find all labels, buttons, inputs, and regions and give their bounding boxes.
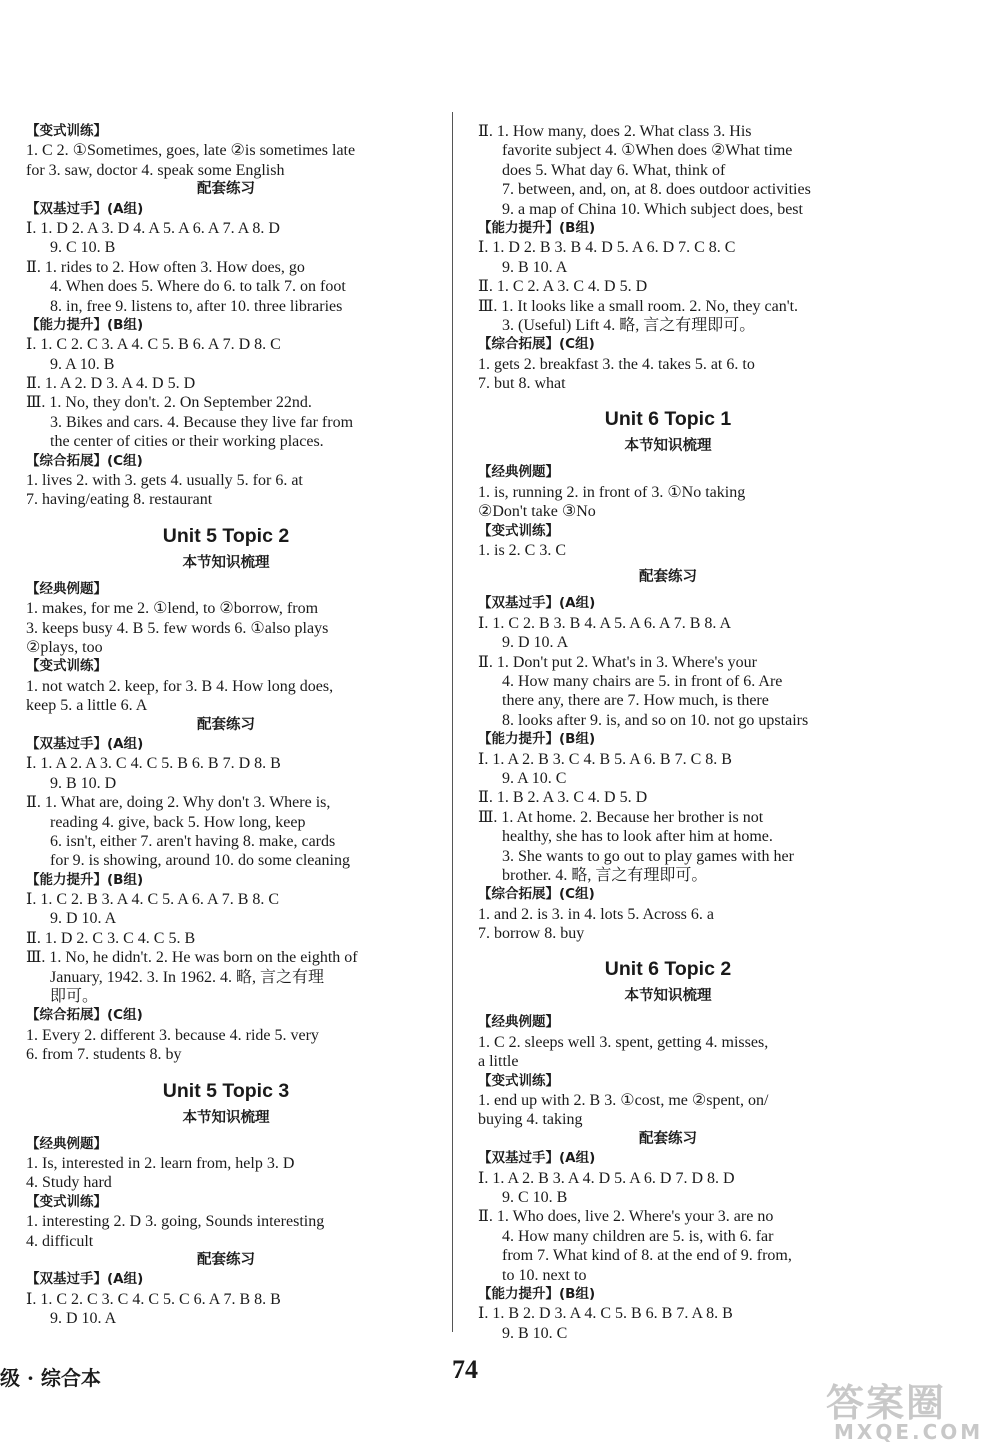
answer-line-indented: 9. D 10. A <box>502 634 569 652</box>
section-label: 【综合拓展】(C组) <box>26 1007 143 1024</box>
answer-line: buying 4. taking <box>478 1111 583 1129</box>
answer-line-indented: 9. D 10. A <box>50 910 117 928</box>
answer-line: 4. difficult <box>26 1232 94 1250</box>
unit-title: Unit 5 Topic 3 <box>162 1079 290 1102</box>
section-label: 【双基过手】(A组) <box>478 595 596 612</box>
answer-line: 1. end up with 2. B 3. ①cost, me ②spent, on/ <box>478 1092 769 1110</box>
section-label: 【综合拓展】(C组) <box>26 452 143 469</box>
answer-line: Ⅱ. 1. How many, does 2. What class 3. His <box>478 123 752 140</box>
answer-line: 3. keeps busy 4. B 5. few words 6. ①also plays <box>26 619 329 637</box>
section-label: 【综合拓展】(C组) <box>478 886 595 903</box>
section-label: 【经典例题】 <box>26 580 107 597</box>
section-label: 【能力提升】(B组) <box>478 731 596 748</box>
answer-line-indented: 9. A 10. C <box>502 769 567 787</box>
answer-line-indented: from 7. What kind of 8. at the end of 9. from, <box>502 1247 792 1265</box>
answer-line-indented: 3. (Useful) Lift 4. 略, 言之有理即可。 <box>502 316 756 334</box>
answer-line: Ⅰ. 1. C 2. C 3. C 4. C 5. C 6. A 7. B 8. B <box>26 1290 281 1308</box>
answer-line: 1. C 2. ①Sometimes, goes, late ②is sometimes late <box>26 142 356 160</box>
answer-line-indented: there any, there are 7. How much, is there <box>502 692 769 710</box>
subsection-title: 配套练习 <box>197 1251 255 1268</box>
column-divider <box>452 112 453 1332</box>
section-label: 【变式训练】 <box>478 1072 559 1089</box>
answer-line-indented: does 5. What day 6. What, think of <box>502 161 726 179</box>
answer-line-indented: favorite subject 4. ①When does ②What time <box>502 142 793 160</box>
section-label: 【经典例题】 <box>478 464 559 481</box>
answer-line: 6. from 7. students 8. by <box>26 1046 182 1064</box>
answer-line: 1. makes, for me 2. ①lend, to ②borrow, from <box>26 600 319 618</box>
answer-line: Ⅲ. 1. No, he didn't. 2. He was born on the eighth of <box>26 949 358 967</box>
answer-line: Ⅱ. 1. What are, doing 2. Why don't 3. Where is, <box>26 794 331 812</box>
answer-line: Ⅱ. 1. D 2. C 3. C 4. C 5. B <box>26 929 196 947</box>
answer-line: 1. Every 2. different 3. because 4. ride 5. very <box>26 1026 319 1044</box>
answer-line: Ⅰ. 1. A 2. B 3. C 4. B 5. A 6. B 7. C 8. B <box>478 750 732 768</box>
answer-line: Ⅰ. 1. A 2. B 3. A 4. D 5. A 6. D 7. D 8. D <box>478 1169 735 1187</box>
section-label: 【能力提升】(B组) <box>26 871 144 888</box>
answer-line: Ⅰ. 1. A 2. A 3. C 4. C 5. B 6. B 7. D 8. B <box>26 755 281 773</box>
answer-line-indented: to 10. next to <box>502 1266 587 1284</box>
answer-line: 7. having/eating 8. restaurant <box>26 491 213 509</box>
answer-line: Ⅱ. 1. Don't put 2. What's in 3. Where's your <box>478 653 757 671</box>
section-label: 【经典例题】 <box>26 1135 107 1152</box>
answer-line-indented: 6. isn't, either 7. aren't having 8. make, cards <box>50 832 336 850</box>
unit-title: Unit 6 Topic 1 <box>604 408 732 431</box>
footer-left-label: 级 · 综合本 <box>0 1366 101 1390</box>
answer-line: 1. and 2. is 3. in 4. lots 5. Across 6. a <box>478 905 714 923</box>
answer-line: 1. is 2. C 3. C <box>478 542 567 560</box>
answer-line: 7. borrow 8. buy <box>478 925 585 943</box>
answer-line-indented: reading 4. give, back 5. How long, keep <box>50 813 306 831</box>
answer-line-indented: 9. B 10. D <box>50 774 117 792</box>
page-number: 74 <box>452 1355 478 1384</box>
subsection-title: 配套练习 <box>197 181 255 198</box>
section-label: 【双基过手】(A组) <box>478 1150 596 1167</box>
answer-line: 1. Is, interested in 2. learn from, help 3. D <box>26 1154 295 1172</box>
answer-line-indented: 4. How many children are 5. is, with 6. far <box>502 1227 774 1245</box>
section-label: 【经典例题】 <box>478 1014 559 1031</box>
answer-line: for 3. saw, doctor 4. speak some English <box>26 161 285 179</box>
section-label: 【双基过手】(A组) <box>26 200 144 217</box>
section-label: 【变式训练】 <box>478 522 559 539</box>
answer-line-indented: 3. Bikes and cars. 4. Because they live far from <box>50 413 354 431</box>
subsection-title: 配套练习 <box>197 716 255 733</box>
answer-line-indented: 即可。 <box>50 988 99 1006</box>
answer-line: 1. interesting 2. D 3. going, Sounds interesting <box>26 1213 325 1231</box>
answer-line: Ⅰ. 1. C 2. B 3. A 4. C 5. A 6. A 7. B 8. C <box>26 891 280 909</box>
answer-line: a little <box>478 1053 519 1071</box>
answer-line: Ⅰ. 1. C 2. B 3. B 4. A 5. A 6. A 7. B 8. A <box>478 614 732 632</box>
watermark-latin: MXQE.COM <box>834 1420 984 1444</box>
subsection-title: 本节知识梳理 <box>624 988 712 1005</box>
answer-line: Ⅲ. 1. It looks like a small room. 2. No, they can't. <box>478 297 799 315</box>
answer-line: Ⅰ. 1. C 2. C 3. A 4. C 5. B 6. A 7. D 8. C <box>26 336 281 354</box>
answer-line-indented: brother. 4. 略, 言之有理即可。 <box>502 866 708 884</box>
answer-line-indented: 8. in, free 9. listens to, after 10. three libraries <box>50 297 343 315</box>
answer-line-indented: 9. A 10. B <box>50 355 115 373</box>
answer-line: 1. not watch 2. keep, for 3. B 4. How long does, <box>26 677 334 695</box>
answer-line: 1. C 2. sleeps well 3. spent, getting 4. misses, <box>478 1033 769 1051</box>
watermark-logo <box>826 1372 996 1450</box>
subsection-title: 本节知识梳理 <box>182 1109 270 1126</box>
answer-line: keep 5. a little 6. A <box>26 697 148 715</box>
answer-line: Ⅱ. 1. B 2. A 3. C 4. D 5. D <box>478 789 648 807</box>
answer-line-indented: 9. D 10. A <box>50 1310 117 1328</box>
section-label: 【能力提升】(B组) <box>478 219 596 236</box>
answer-line-indented: 3. She wants to go out to play games with her <box>502 847 794 865</box>
answer-line-indented: healthy, she has to look after him at home. <box>502 828 773 846</box>
unit-title: Unit 5 Topic 2 <box>162 524 290 547</box>
subsection-title: 配套练习 <box>639 1130 697 1147</box>
answer-line-indented: 4. How many chairs are 5. in front of 6. Are <box>502 672 783 690</box>
answer-line: 4. Study hard <box>26 1174 112 1192</box>
answer-line: Ⅱ. 1. Who does, live 2. Where's your 3. are no <box>478 1208 774 1226</box>
answer-line-indented: the center of cities or their working places. <box>50 433 324 451</box>
answer-line-indented: 9. C 10. B <box>50 239 116 257</box>
answer-line: Ⅰ. 1. D 2. B 3. B 4. D 5. A 6. D 7. C 8. C <box>478 239 736 257</box>
section-label: 【能力提升】(B组) <box>26 316 144 333</box>
section-label: 【变式训练】 <box>26 123 107 139</box>
right-column <box>478 122 858 1343</box>
answer-line: Ⅲ. 1. At home. 2. Because her brother is not <box>478 808 764 826</box>
answer-line-indented: 4. When does 5. Where do 6. to talk 7. on foot <box>50 278 346 296</box>
answer-line-indented: 7. between, and, on, at 8. does outdoor activities <box>502 181 811 199</box>
answer-line: Ⅰ. 1. D 2. A 3. D 4. A 5. A 6. A 7. A 8. D <box>26 219 280 237</box>
answer-line: 1. gets 2. breakfast 3. the 4. takes 5. at 6. to <box>478 355 755 373</box>
answer-line-indented: 9. a map of China 10. Which subject does, best <box>502 200 803 218</box>
answer-line: ②Don't take ③No <box>478 503 596 521</box>
answer-line-indented: 8. looks after 9. is, and so on 10. not go upstairs <box>502 711 809 729</box>
subsection-title: 本节知识梳理 <box>182 554 270 571</box>
section-label: 【双基过手】(A组) <box>26 1271 144 1288</box>
answer-line: Ⅲ. 1. No, they don't. 2. On September 22nd. <box>26 394 312 412</box>
left-column <box>26 122 426 1328</box>
answer-line: 7. but 8. what <box>478 375 566 393</box>
unit-title: Unit 6 Topic 2 <box>604 958 732 981</box>
answer-line: Ⅰ. 1. B 2. D 3. A 4. C 5. B 6. B 7. A 8. B <box>478 1305 733 1323</box>
subsection-title: 配套练习 <box>639 569 697 586</box>
section-label: 【变式训练】 <box>26 1193 107 1210</box>
answer-line-indented: 9. B 10. A <box>502 258 568 276</box>
answer-line: Ⅱ. 1. C 2. A 3. C 4. D 5. D <box>478 278 648 296</box>
section-label: 【能力提升】(B组) <box>478 1285 596 1302</box>
answer-line-indented: 9. B 10. C <box>502 1324 568 1342</box>
answer-line: 1. lives 2. with 3. gets 4. usually 5. for 6. at <box>26 472 303 490</box>
answer-line-indented: January, 1942. 3. In 1962. 4. 略, 言之有理 <box>50 968 325 986</box>
section-label: 【变式训练】 <box>26 658 107 675</box>
answer-line: 1. is, running 2. in front of 3. ①No taking <box>478 483 746 501</box>
subsection-title: 本节知识梳理 <box>624 438 712 455</box>
answer-line: Ⅱ. 1. A 2. D 3. A 4. D 5. D <box>26 375 196 393</box>
section-label: 【双基过手】(A组) <box>26 735 144 752</box>
section-label: 【综合拓展】(C组) <box>478 336 595 353</box>
answer-line: ②plays, too <box>26 638 103 656</box>
watermark-chinese: 答案圈 <box>826 1381 947 1425</box>
answer-line: Ⅱ. 1. rides to 2. How often 3. How does, go <box>26 258 305 276</box>
answer-line-indented: for 9. is showing, around 10. do some cleaning <box>50 852 350 870</box>
answer-line-indented: 9. C 10. B <box>502 1188 568 1206</box>
